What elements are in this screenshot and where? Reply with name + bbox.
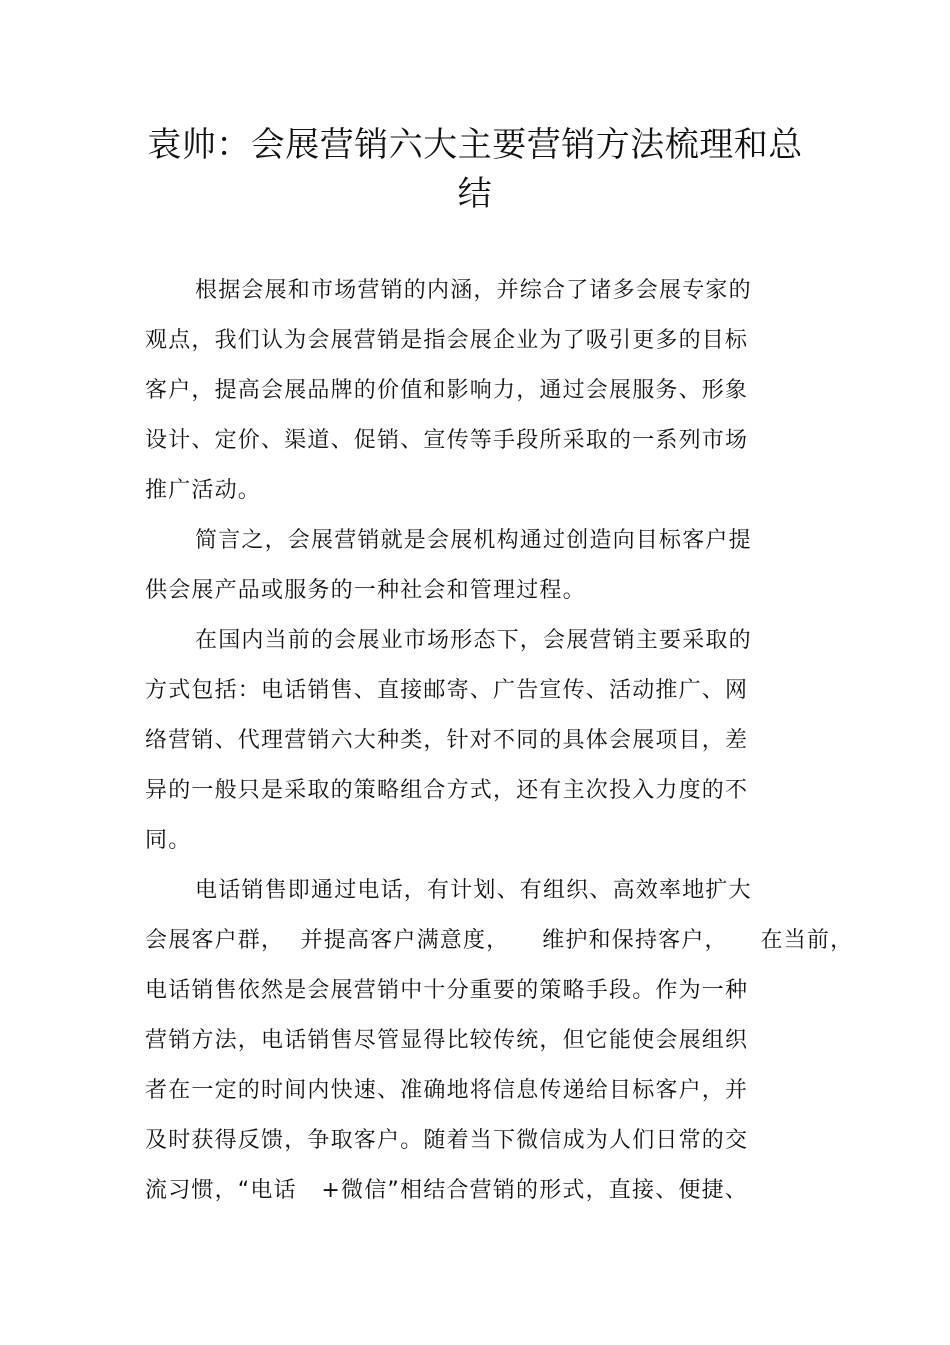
paragraph-4-line-5: 者在一定的时间内快速、准确地将信息传递给目标客户，并	[145, 1078, 749, 1103]
paragraph-4-line-3: 电话销售依然是会展营销中十分重要的策略手段。作为一种	[145, 978, 749, 1003]
paragraph-4-line-1: 电话销售即通过电话，有计划、有组织、高效率地扩大	[195, 878, 752, 903]
paragraph-3-line-1: 在国内当前的会展业市场形态下，会展营销主要采取的	[195, 628, 752, 653]
paragraph-3-line-5: 同。	[145, 828, 192, 853]
document-title-line-1: 袁帅：会展营销六大主要营销方法梳理和总	[147, 125, 803, 165]
paragraph-3-line-2: 方式包括：电话销售、直接邮寄、广告宣传、活动推广、网	[145, 678, 749, 703]
paragraph-2-line-2: 供会展产品或服务的一种社会和管理过程。	[145, 578, 586, 603]
paragraph-3-line-4: 异的一般只是采取的策略组合方式，还有主次投入力度的不	[145, 778, 749, 803]
paragraph-4-line-6: 及时获得反馈，争取客户。随着当下微信成为人们日常的交	[145, 1128, 749, 1153]
paragraph-1-line-3: 客户，提高会展品牌的价值和影响力，通过会展服务、形象	[145, 378, 749, 403]
paragraph-3-line-3: 络营销、代理营销六大种类，针对不同的具体会展项目，差	[145, 728, 749, 753]
document-title-line-2: 结	[457, 174, 493, 214]
paragraph-1-line-2: 观点，我们认为会展营销是指会展企业为了吸引更多的目标	[145, 328, 749, 353]
paragraph-2-line-1: 简言之，会展营销就是会展机构通过创造向目标客户提	[195, 528, 752, 553]
paragraph-1-line-4: 设计、定价、渠道、促销、宣传等手段所采取的一系列市场	[145, 428, 749, 453]
paragraph-1-line-1: 根据会展和市场营销的内涵，并综合了诸多会展专家的	[195, 278, 752, 303]
paragraph-1-line-5: 推广活动。	[145, 478, 262, 503]
paragraph-4-line-2: 会展客户群， 并提高客户满意度， 维护和保持客户， 在当前，	[145, 928, 854, 953]
paragraph-4-line-4: 营销方法，电话销售尽管显得比较传统，但它能使会展组织	[145, 1028, 749, 1053]
paragraph-4-line-7: 流习惯，“电话 +微信”相结合营销的形式，直接、便捷、	[145, 1178, 749, 1203]
